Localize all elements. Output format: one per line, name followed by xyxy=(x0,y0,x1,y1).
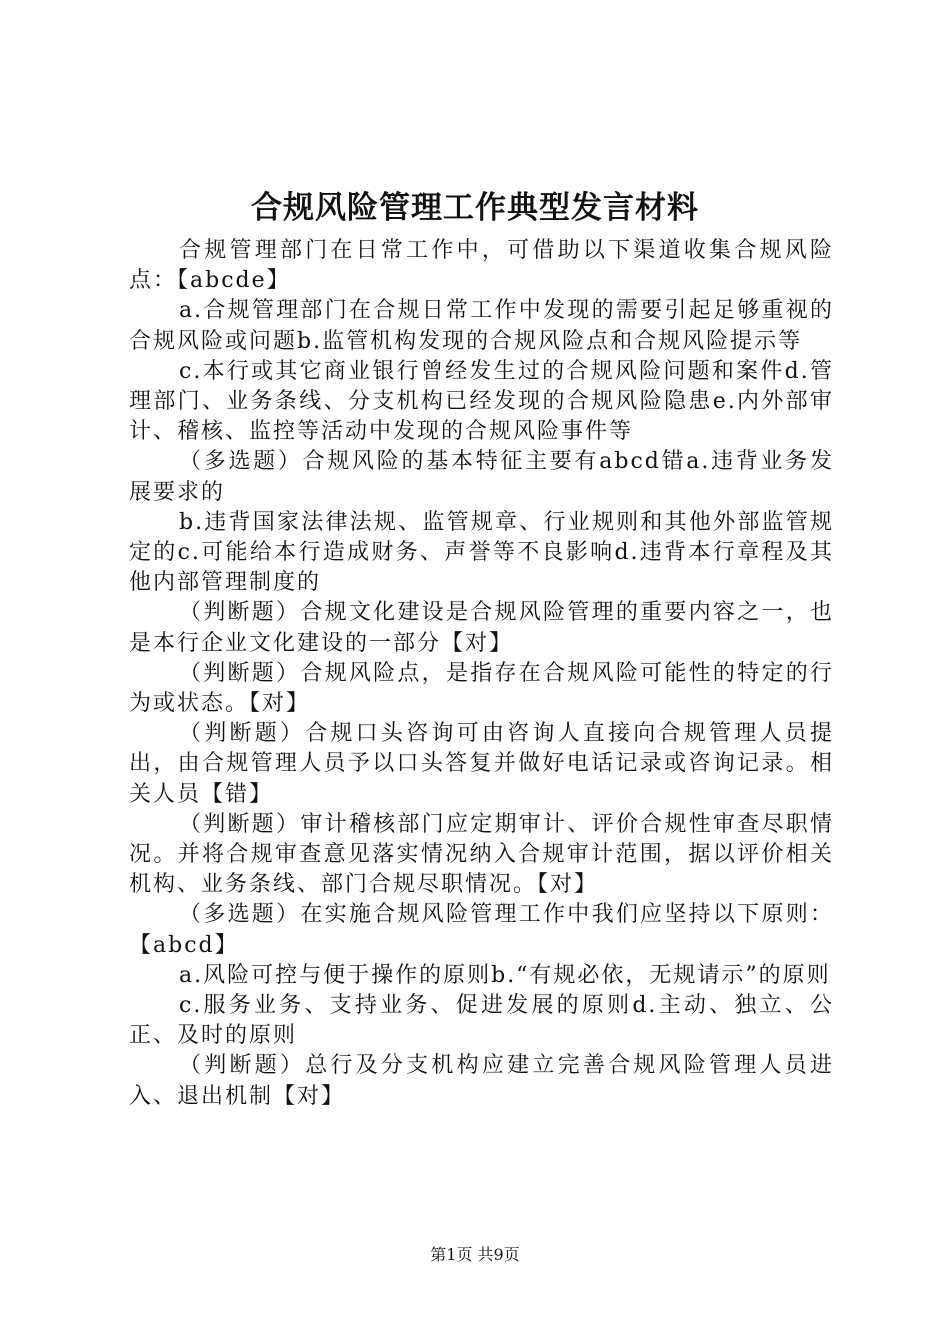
paragraph: 合规管理部门在日常工作中，可借助以下渠道收集合规风险点：【abcde】 xyxy=(129,238,834,294)
paragraph: c.服务业务、支持业务、促进发展的原则d.主动、独立、公正、及时的原则 xyxy=(129,993,834,1049)
paragraph: a.风险可控与便于操作的原则b.“有规必依，无规请示”的原则 xyxy=(179,962,831,988)
paragraph: b.违背国家法律法规、监管规章、行业规则和其他外部监管规定的c.可能给本行造成财务、声誉等不良影响d.违背本行章程及其他内部管理制度的 xyxy=(129,509,834,596)
paragraph: （判断题）合规风险点，是指存在合规风险可能性的特定的行为或状态。【对】 xyxy=(129,660,834,717)
document-title: 合规风险管理工作典型发言材料 xyxy=(251,190,699,226)
paragraph: （多选题）合规风险的基本特征主要有abcd错a.违背业务发展要求的 xyxy=(129,449,834,505)
paragraph: （判断题）合规文化建设是合规风险管理的重要内容之一，也是本行企业文化建设的一部分【对】 xyxy=(129,600,834,656)
paragraph: （多选题）在实施合规风险管理工作中我们应坚持以下原则：【abcd】 xyxy=(129,902,834,958)
page-number-footer: 第1页 共9页 xyxy=(430,1245,520,1264)
paragraph: （判断题）审计稽核部门应定期审计、评价合规性审查尽职情况。并将合规审查意见落实情况纳入合规审计范围，据以评价相关机构、业务条线、部门合规尽职情况。【对】 xyxy=(129,811,834,898)
paragraph: （判断题）合规口头咨询可由咨询人直接向合规管理人员提出，由合规管理人员予以口头答复并做好电话记录或咨询记录。相关人员【错】 xyxy=(129,721,834,807)
paragraph: a.合规管理部门在合规日常工作中发现的需要引起足够重视的合规风险或问题b.监管机构发现的合规风险点和合规风险提示等 xyxy=(129,298,834,354)
document-body xyxy=(129,236,834,1112)
paragraph: （判断题）总行及分支机构应建立完善合规风险管理人员进入、退出机制【对】 xyxy=(129,1053,834,1109)
paragraph: c.本行或其它商业银行曾经发生过的合规风险问题和案件d.管理部门、业务条线、分支机构已经发现的合规风险隐患e.内外部审计、稽核、监控等活动中发现的合规风险事件等 xyxy=(129,358,834,445)
